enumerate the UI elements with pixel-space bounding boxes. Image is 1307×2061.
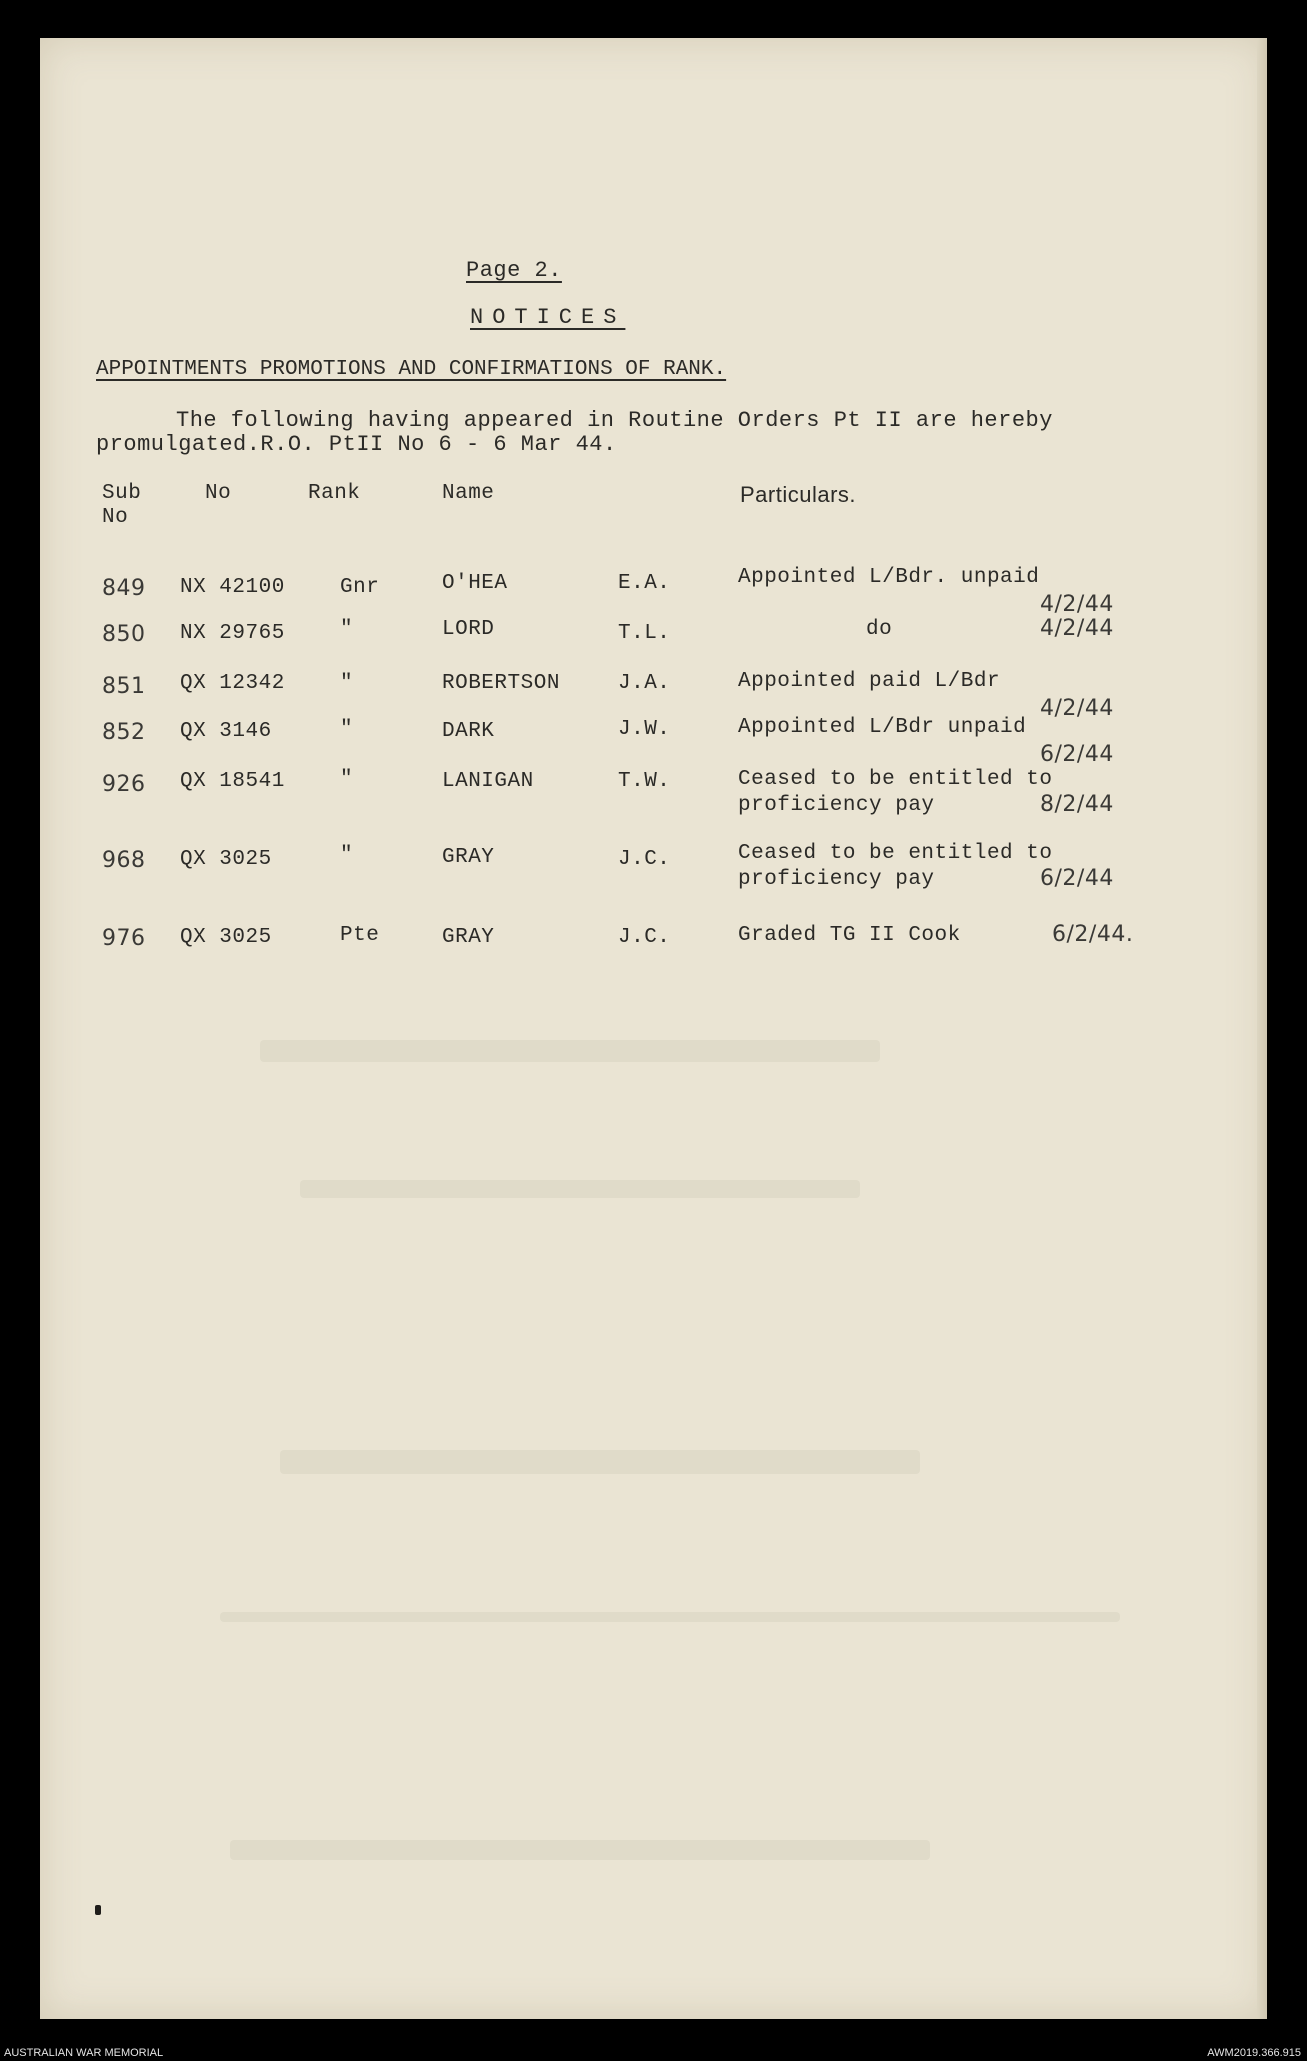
row-date: 6/2/44 xyxy=(1040,742,1114,767)
row-date: 4/2/44 xyxy=(1040,592,1114,617)
row-no: QX 18541 xyxy=(180,770,285,793)
row-particulars: Appointed L/Bdr. unpaid xyxy=(738,566,1040,589)
header-sub: Sub xyxy=(102,482,142,505)
row-name: DARK xyxy=(442,720,495,743)
row-name: GRAY xyxy=(442,926,495,949)
bleed-through-mark xyxy=(300,1180,860,1198)
row-sub: 968 xyxy=(102,848,146,873)
row-initials: E.A. xyxy=(618,572,671,595)
header-sub-no: No xyxy=(102,506,129,529)
row-rank: Pte xyxy=(340,924,380,947)
row-no: QX 3146 xyxy=(180,720,272,743)
intro-line-1: The following having appeared in Routine Orders Pt II are hereby xyxy=(176,408,1053,433)
bleed-through-mark xyxy=(280,1450,920,1474)
row-rank: " xyxy=(340,672,354,695)
notices-title: NOTICES xyxy=(470,305,626,330)
row-sub: 850 xyxy=(102,622,146,647)
row-rank: " xyxy=(340,718,354,741)
page-edge xyxy=(1257,38,1267,2019)
row-particulars: Graded TG II Cook xyxy=(738,924,961,947)
row-rank: " xyxy=(340,618,354,641)
row-particulars: do xyxy=(866,618,893,641)
row-date: 6/2/44 xyxy=(1040,866,1114,891)
row-no: NX 42100 xyxy=(180,576,285,599)
page-number-label: Page 2. xyxy=(466,258,562,283)
row-sub: 849 xyxy=(102,576,146,601)
row-name: GRAY xyxy=(442,846,495,869)
row-date: 4/2/44 xyxy=(1040,616,1114,641)
row-particulars: Appointed L/Bdr unpaid xyxy=(738,716,1027,739)
row-sub: 851 xyxy=(102,674,146,699)
section-heading: APPOINTMENTS PROMOTIONS AND CONFIRMATIONS OF RANK. xyxy=(96,358,727,381)
table-row xyxy=(0,764,1307,824)
row-name: LORD xyxy=(442,618,495,641)
document-page xyxy=(40,38,1267,2019)
row-initials: J.A. xyxy=(618,672,671,695)
row-particulars: Appointed paid L/Bdr xyxy=(738,670,1001,693)
row-initials: J.C. xyxy=(618,848,671,871)
row-no: QX 3025 xyxy=(180,848,272,871)
bleed-through-mark xyxy=(260,1040,880,1062)
row-sub: 926 xyxy=(102,772,146,797)
row-no: QX 3025 xyxy=(180,926,272,949)
table-row xyxy=(0,920,1307,980)
header-particulars: Particulars. xyxy=(740,482,857,507)
archive-credit: AUSTRALIAN WAR MEMORIAL xyxy=(4,2047,164,2059)
row-particulars-2: proficiency pay xyxy=(738,868,935,891)
table-row xyxy=(0,840,1307,900)
header-name: Name xyxy=(442,482,495,505)
row-initials: T.L. xyxy=(618,622,671,645)
row-sub: 852 xyxy=(102,720,146,745)
archive-reference: AWM2019.366.915 xyxy=(1207,2047,1301,2059)
ink-mark xyxy=(95,1905,101,1915)
intro-line-2: promulgated.R.O. PtII No 6 - 6 Mar 44. xyxy=(96,432,617,457)
row-particulars-2: proficiency pay xyxy=(738,794,935,817)
row-rank: " xyxy=(340,844,354,867)
bleed-through-mark xyxy=(220,1612,1120,1622)
row-initials: T.W. xyxy=(618,770,671,793)
row-no: QX 12342 xyxy=(180,672,285,695)
header-rank: Rank xyxy=(308,482,361,505)
row-particulars: Ceased to be entitled to xyxy=(738,768,1053,791)
row-date: 6/2/44. xyxy=(1052,922,1134,947)
header-no: No xyxy=(205,482,232,505)
table-row xyxy=(0,710,1307,770)
row-initials: J.C. xyxy=(618,926,671,949)
bleed-through-mark xyxy=(230,1840,930,1860)
row-particulars: Ceased to be entitled to xyxy=(738,842,1053,865)
row-date: 4/2/44 xyxy=(1040,696,1114,721)
row-name: O'HEA xyxy=(442,572,508,595)
row-rank: " xyxy=(340,768,354,791)
row-no: NX 29765 xyxy=(180,622,285,645)
row-initials: J.W. xyxy=(618,718,671,741)
row-name: ROBERTSON xyxy=(442,672,560,695)
row-name: LANIGAN xyxy=(442,770,534,793)
row-date: 8/2/44 xyxy=(1040,792,1114,817)
row-sub: 976 xyxy=(102,926,146,951)
table-row xyxy=(0,560,1307,620)
row-rank: Gnr xyxy=(340,576,380,599)
